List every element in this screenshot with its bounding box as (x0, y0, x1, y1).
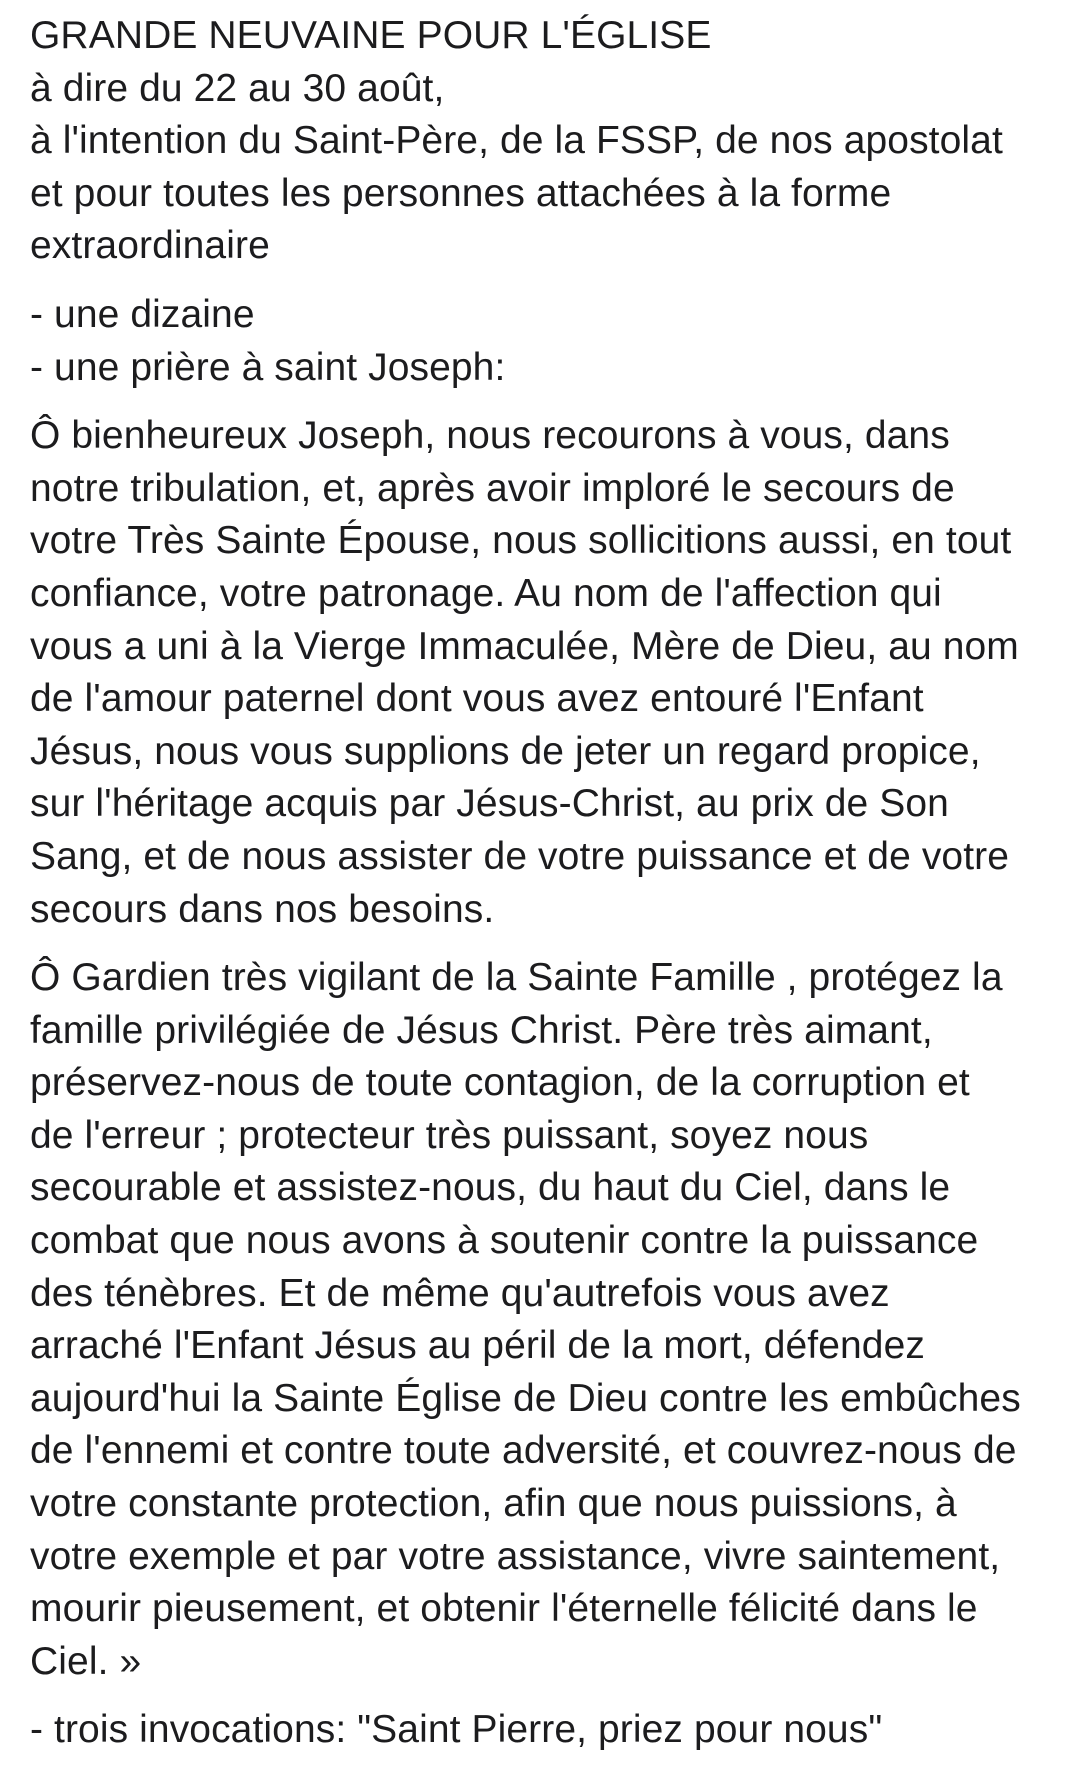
post-title: GRANDE NEUVAINE POUR L'ÉGLISE (30, 14, 712, 57)
prayer-line: Jésus, nous vous supplions de jeter un regard propice, (30, 729, 981, 773)
list-item: - trois invocations: "Saint Pierre, priez pour nous" (30, 1708, 883, 1752)
post-text (30, 10, 1080, 1757)
prayer-line: votre Très Sainte Épouse, nous sollicitions aussi, en tout (30, 519, 1012, 563)
prayer-line: secours dans nos besoins. (30, 887, 495, 931)
prayer-line: mourir pieusement, et obtenir l'éternelle félicité dans le (30, 1587, 978, 1631)
items-paragraph (30, 289, 1080, 394)
list-item: - une prière à saint Joseph: (30, 345, 506, 389)
prayer-line: de l'ennemi et contre toute adversité, et couvrez-nous de (30, 1429, 1017, 1473)
prayer-line: arraché l'Enfant Jésus au péril de la mort, défendez (30, 1324, 925, 1368)
prayer-line: Ô Gardien très vigilant de la Sainte Famille , protégez la (30, 956, 1003, 1000)
prayer-line: vous a uni à la Vierge Immaculée, Mère de Dieu, au nom (30, 624, 1019, 668)
prayer-paragraph-1 (30, 410, 1080, 936)
prayer-line: secourable et assistez-nous, du haut du Ciel, dans le (30, 1166, 951, 1210)
prayer-line: combat que nous avons à soutenir contre la puissance (30, 1219, 979, 1263)
prayer-line: confiance, votre patronage. Au nom de l'affection qui (30, 571, 942, 615)
prayer-line: Ciel. » (30, 1639, 142, 1683)
prayer-line: famille privilégiée de Jésus Christ. Père très aimant, (30, 1008, 933, 1052)
intro-line: à dire du 22 au 30 août, (30, 66, 445, 110)
prayer-paragraph-2 (30, 952, 1080, 1688)
prayer-line: votre exemple et par votre assistance, vivre saintement, (30, 1534, 1001, 1578)
intro-line: extraordinaire (30, 224, 270, 268)
prayer-line: votre constante protection, afin que nous puissions, à (30, 1482, 957, 1526)
intro-line: et pour toutes les personnes attachées à la forme (30, 171, 892, 215)
intro-line: à l'intention du Saint-Père, de la FSSP, de nos apostolat (30, 119, 1003, 163)
final-item-paragraph (30, 1704, 1080, 1757)
prayer-line: de l'erreur ; protecteur très puissant, soyez nous (30, 1113, 869, 1157)
prayer-line: Sang, et de nous assister de votre puissance et de votre (30, 834, 1010, 878)
prayer-line: aujourd'hui la Sainte Église de Dieu contre les embûches (30, 1376, 1021, 1420)
prayer-line: sur l'héritage acquis par Jésus-Christ, au prix de Son (30, 782, 949, 826)
intro-paragraph (30, 10, 1080, 273)
list-item: - une dizaine (30, 292, 255, 336)
prayer-line: Ô bienheureux Joseph, nous recourons à vous, dans (30, 414, 950, 458)
prayer-line: préservez-nous de toute contagion, de la corruption et (30, 1061, 970, 1105)
prayer-line: des ténèbres. Et de même qu'autrefois vous avez (30, 1271, 890, 1315)
prayer-line: notre tribulation, et, après avoir imploré le secours de (30, 466, 955, 510)
prayer-line: de l'amour paternel dont vous avez entouré l'Enfant (30, 677, 924, 721)
